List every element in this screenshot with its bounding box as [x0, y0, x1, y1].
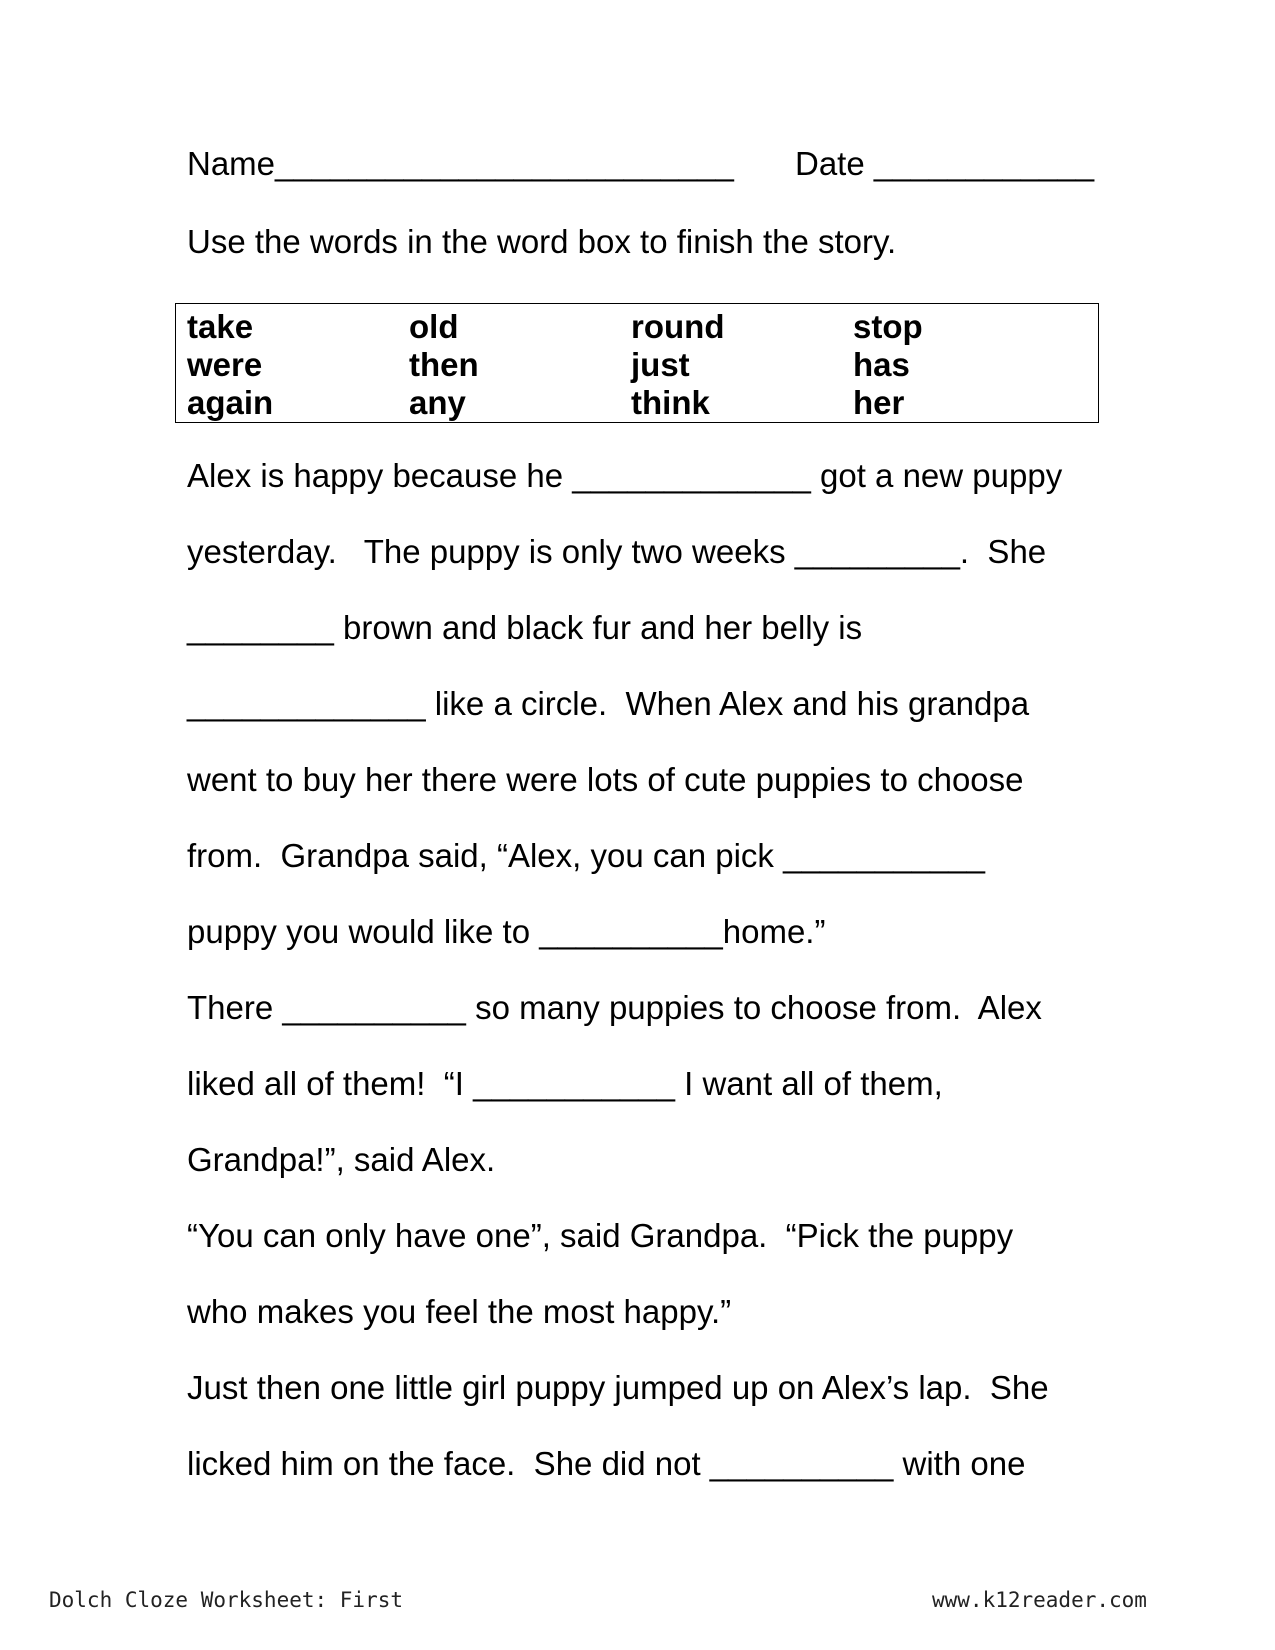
story-line: from. Grandpa said, “Alex, you can pick ___________ [187, 837, 985, 874]
story-line: “You can only have one”, said Grandpa. “Pick the puppy [187, 1217, 1014, 1254]
word-box-column [409, 308, 479, 422]
word-box-word: round [631, 308, 725, 345]
word-box-word: were [187, 346, 263, 383]
word-box-word: again [187, 384, 274, 421]
word-box-word: stop [853, 308, 923, 345]
instructions: Use the words in the word box to finish the story. [187, 223, 897, 260]
story-line: Alex is happy because he _____________ got a new puppy [187, 457, 1063, 494]
word-box-word: her [853, 384, 905, 421]
story-line: There __________ so many puppies to choose from. Alex [187, 989, 1042, 1026]
word-box-word: take [187, 308, 254, 345]
word-box-column [853, 308, 923, 422]
word-box-word: any [409, 384, 466, 421]
word-box [175, 303, 1099, 423]
story-line: puppy you would like to __________home.” [187, 913, 826, 950]
word-box-word: then [409, 346, 479, 383]
story-line: Just then one little girl puppy jumped up on Alex’s lap. She [187, 1369, 1049, 1406]
word-box-word: just [631, 346, 690, 383]
footer-url: www.k12reader.com [932, 1588, 1147, 1612]
name-field-label: Name_________________________ [187, 145, 734, 182]
story-line: ________ brown and black fur and her belly is [187, 609, 863, 646]
story-line: went to buy her there were lots of cute puppies to choose [187, 761, 1024, 798]
story-line: Grandpa!”, said Alex. [187, 1141, 496, 1178]
story-line: licked him on the face. She did not __________ with one [187, 1445, 1026, 1482]
word-box-column [187, 308, 273, 422]
story-line: liked all of them! “I ___________ I want all of them, [187, 1065, 943, 1102]
word-box-word: think [631, 384, 710, 421]
footer-title: Dolch Cloze Worksheet: First [49, 1588, 404, 1612]
story-line: yesterday. The puppy is only two weeks _________. She [187, 533, 1047, 570]
word-box-word: has [853, 346, 910, 383]
date-field-label: Date ____________ [795, 145, 1095, 182]
word-box-column [631, 308, 724, 422]
story-line: _____________ like a circle. When Alex and his grandpa [187, 685, 1030, 722]
word-box-word: old [409, 308, 459, 345]
story-line: who makes you feel the most happy.” [187, 1293, 732, 1330]
